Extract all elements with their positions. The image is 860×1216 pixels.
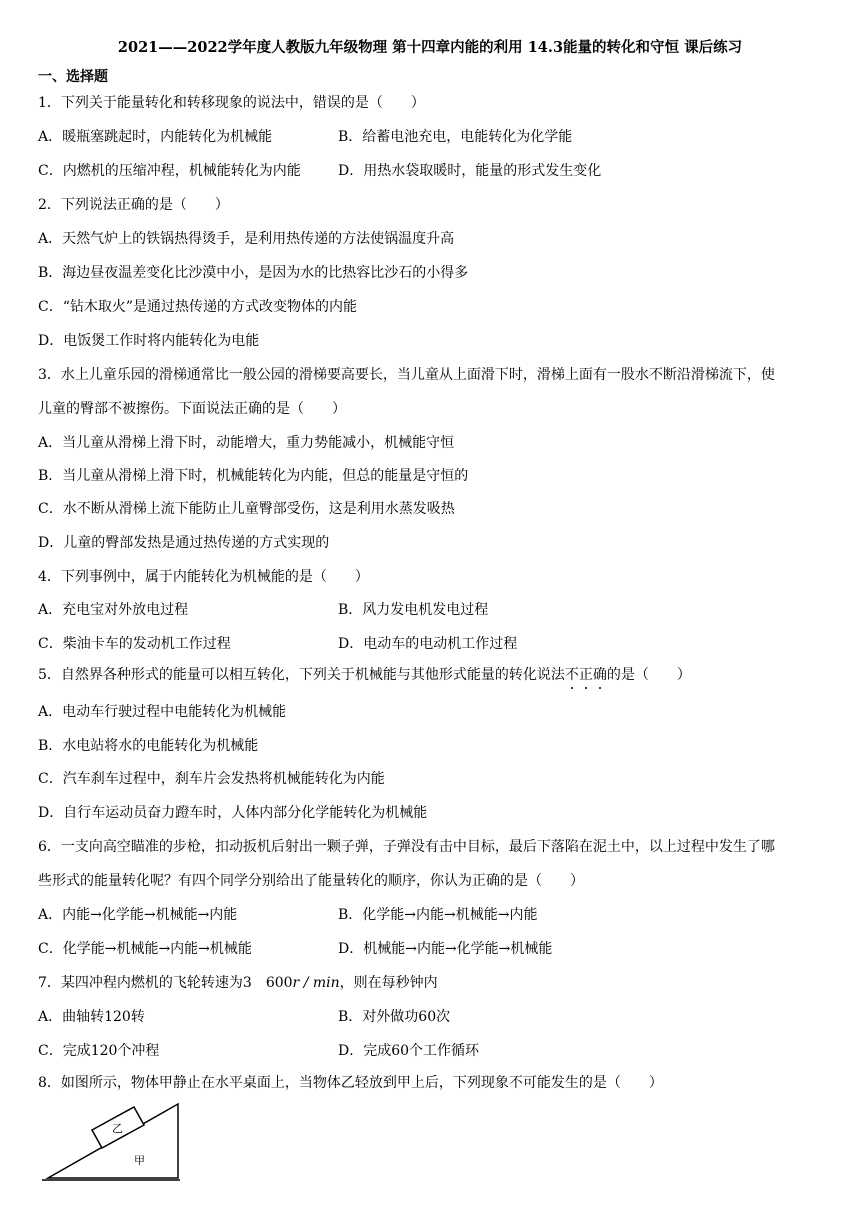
q4-option-c[interactable]: C．柴油卡车的发动机工作过程 [38,636,231,652]
q3-option-c[interactable]: C．水不断从滑梯上流下能防止儿童臀部受伤，这是利用水蒸发吸热 [38,501,455,517]
q4-option-a[interactable]: A．充电宝对外放电过程 [38,602,189,618]
q5-emphasis-text [565,667,607,683]
q8-stem: 8．如图所示，物体甲静止在水平桌面上，当物体乙轻放到甲上后，下列现象不可能发生的是（ ） [38,1075,663,1091]
q2-stem: 2．下列说法正确的是（ ） [38,197,229,213]
q4-option-d[interactable]: D．电动车的电动机工作过程 [338,636,518,652]
q3-stem-line1: 3．水上儿童乐园的滑梯通常比一般公园的滑梯要高要长，当儿童从上面滑下时，滑梯上面有一股水不断沿滑梯流下，使 [38,367,775,383]
q5-option-d[interactable]: D．自行车运动员奋力蹬车时，人体内部分化学能转化为机械能 [38,805,428,821]
q3-option-a[interactable]: A．当儿童从滑梯上滑下时，动能增大，重力势能减小，机械能守恒 [38,435,455,451]
q6-stem-line1: 6．一支向高空瞄准的步枪，扣动扳机后射出一颗子弹，子弹没有击中目标，最后下落陷在泥土中，以上过程中发生了哪 [38,839,775,855]
q5-option-c[interactable]: C．汽车刹车过程中，刹车片会发热将机械能转化为内能 [38,771,385,787]
q5-stem-tail: 的是（ ） [606,667,691,683]
q1-option-d[interactable]: D．用热水袋取暖时，能量的形式发生变化 [338,163,602,179]
q2-option-a[interactable]: A．天然气炉上的铁锅热得烫手，是利用热传递的方法使锅温度升高 [38,231,455,247]
q5-emphasis-word: 不正确 [564,667,607,683]
q6-stem-line2: 些形式的能量转化呢？有四个同学分别给出了能量转化的顺序，你认为正确的是（ ） [38,873,584,889]
emphasis-dot [585,687,587,689]
q7-stem-text: 7．某四冲程内燃机的飞轮转速为3 600 [38,975,293,991]
q2-option-b[interactable]: B．海边昼夜温差变化比沙漠中小，是因为水的比热容比沙石的小得多 [38,265,469,281]
q6-option-a[interactable]: A．内能→化学能→机械能→内能 [38,907,238,923]
q7-stem [38,973,438,993]
emphasis-dot [599,687,601,689]
q5-option-a[interactable]: A．电动车行驶过程中电能转化为机械能 [38,704,287,720]
q1-option-a[interactable]: A．暖瓶塞跳起时，内能转化为机械能 [38,129,273,145]
q3-stem-line2: 儿童的臀部不被擦伤。下面说法正确的是（ ） [38,401,346,417]
q2-option-c[interactable]: C．“钻木取火”是通过热传递的方式改变物体的内能 [38,299,358,315]
q7-option-a[interactable]: A．曲轴转120转 [38,1009,145,1025]
q1-stem: 1．下列关于能量转化和转移现象的说法中，错误的是（ ） [38,95,425,111]
label-yi: 乙 [112,1122,123,1135]
q7-option-c[interactable]: C．完成120个冲程 [38,1043,160,1059]
q6-option-d[interactable]: D．机械能→内能→化学能→机械能 [338,941,553,957]
q5-stem [38,665,691,685]
q7-unit: r / min [292,975,340,991]
q6-option-b[interactable]: B．化学能→内能→机械能→内能 [338,907,538,923]
q7-stem-tail: ，则在每秒钟内 [339,975,438,991]
q8-incline-figure [40,1094,190,1186]
q4-option-b[interactable]: B．风力发电机发电过程 [338,602,489,618]
q3-option-b[interactable]: B．当儿童从滑梯上滑下时，机械能转化为内能，但总的能量是守恒的 [38,468,469,484]
q7-option-d[interactable]: D．完成60个工作循环 [338,1043,480,1059]
q6-option-c[interactable]: C．化学能→机械能→内能→机械能 [38,941,252,957]
emphasis-dot [571,687,573,689]
page-title: 2021——2022学年度人教版九年级物理 第十四章内能的利用 14.3能量的转化和守恒 课后练习 [117,39,743,56]
q2-option-d[interactable]: D．电饭煲工作时将内能转化为电能 [38,333,260,349]
q1-option-c[interactable]: C．内燃机的压缩冲程，机械能转化为内能 [38,163,301,179]
q3-option-d[interactable]: D．儿童的臀部发热是通过热传递的方式实现的 [38,535,330,551]
q5-stem-text: 5．自然界各种形式的能量可以相互转化，下列关于机械能与其他形式能量的转化说法 [38,667,565,683]
label-jia: 甲 [134,1154,145,1167]
q4-stem: 4．下列事例中，属于内能转化为机械能的是（ ） [38,569,369,585]
section-heading: 一、选择题 [38,69,108,85]
q5-option-b[interactable]: B．水电站将水的电能转化为机械能 [38,738,259,754]
q7-option-b[interactable]: B．对外做功60次 [338,1009,451,1025]
q1-option-b[interactable]: B．给蓄电池充电，电能转化为化学能 [338,129,573,145]
